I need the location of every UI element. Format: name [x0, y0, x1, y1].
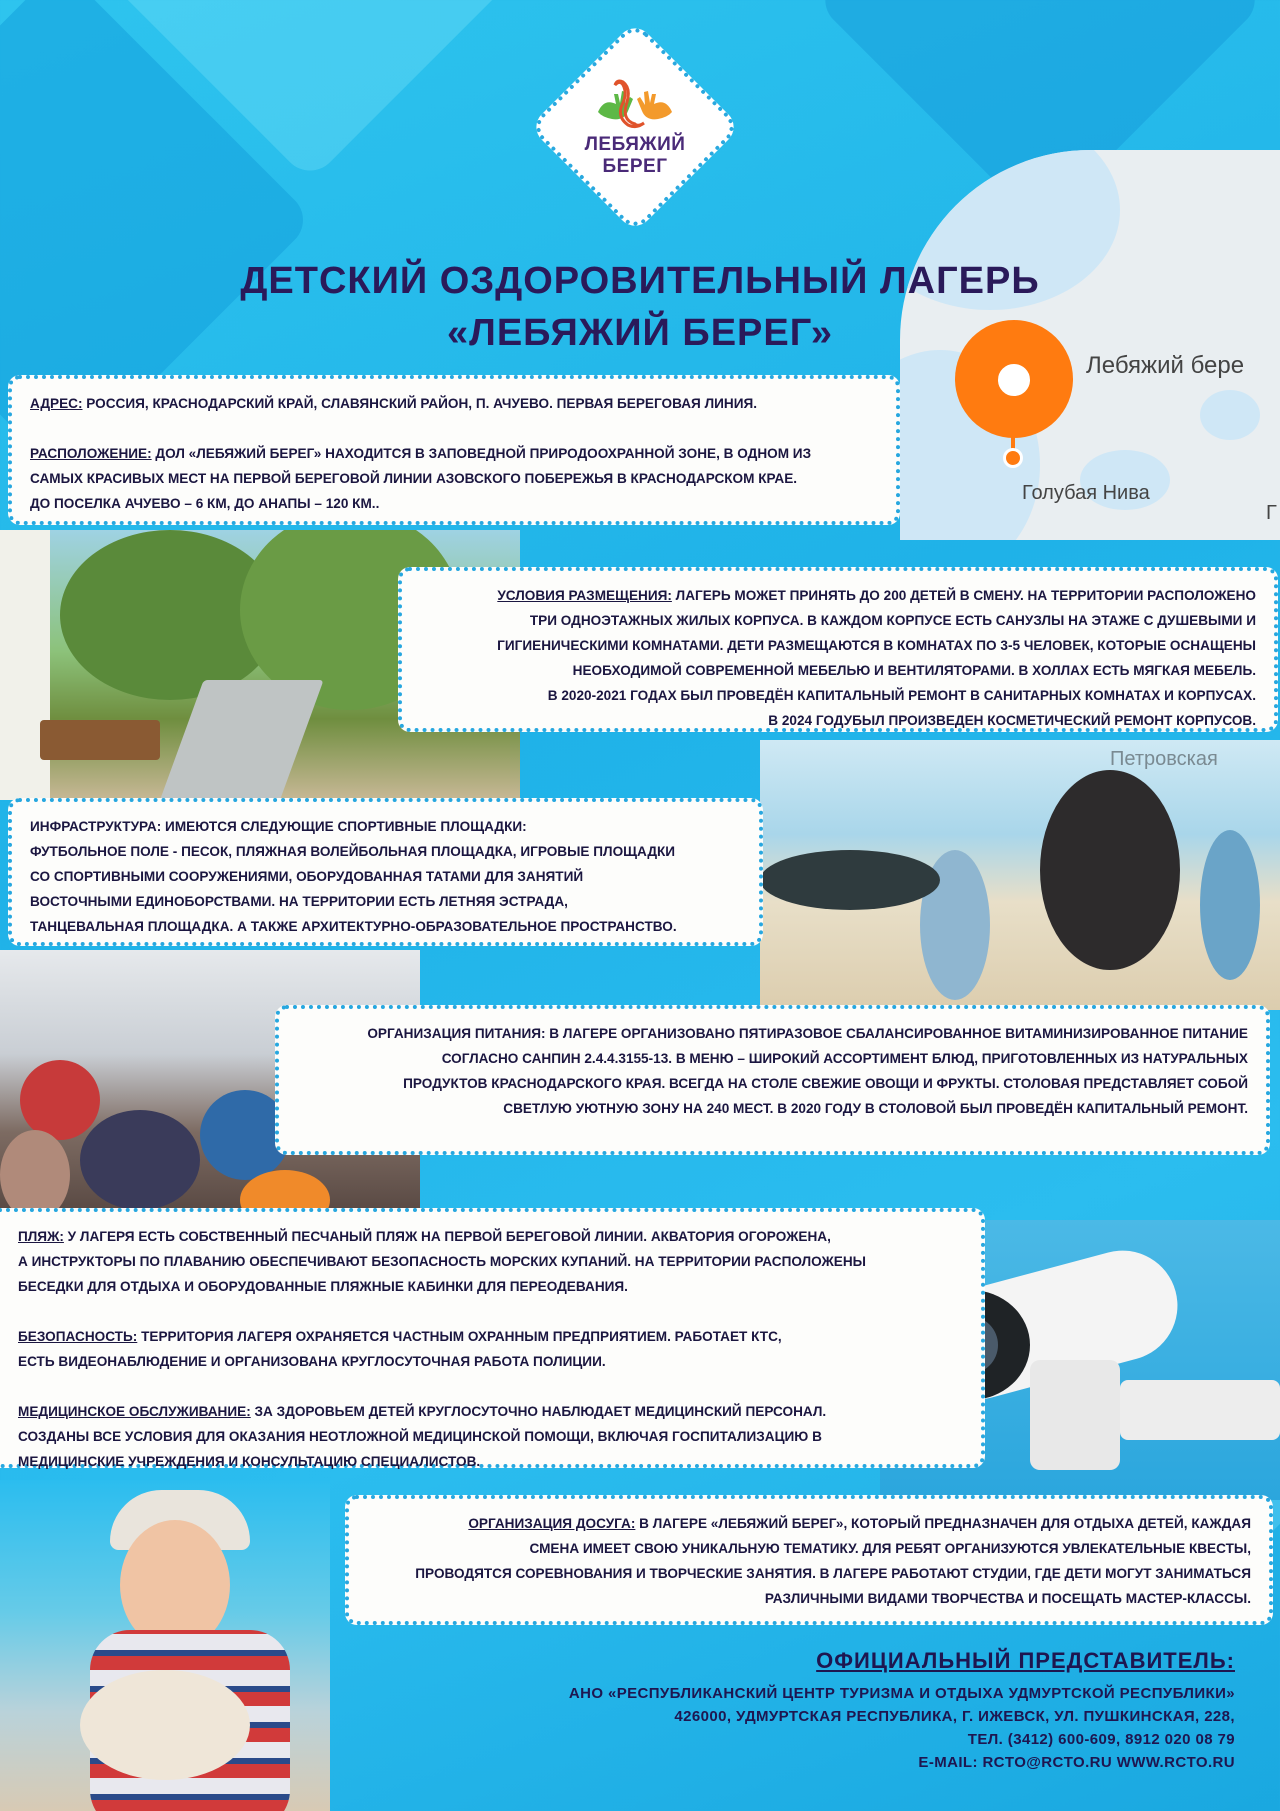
swan-hands-icon — [590, 72, 680, 142]
food-line: ПРОДУКТОВ КРАСНОДАРСКОГО КРАЯ. ВСЕГДА НА СТОЛЕ СВЕЖИЕ ОВОЩИ И ФРУКТЫ. СТОЛОВАЯ ПРЕДСТАВЛЯЕТ СОБОЙ — [403, 1076, 1248, 1091]
accommodation-line: В 2024 ГОДУБЫЛ ПРОИЗВЕДЕН КОСМЕТИЧЕСКИЙ РЕМОНТ КОРПУСОВ. — [768, 713, 1256, 728]
infrastructure-line: ИНФРАСТРУКТУРА: ИМЕЮТСЯ СЛЕДУЮЩИЕ СПОРТИВНЫЕ ПЛОЩАДКИ: — [30, 819, 527, 834]
food-section — [275, 1005, 1270, 1155]
leisure-line — [367, 1511, 1251, 1536]
address-line — [30, 391, 878, 416]
food-line: ОРГАНИЗАЦИЯ ПИТАНИЯ: В ЛАГЕРЕ ОРГАНИЗОВАНО ПЯТИРАЗОВОЕ СБАЛАНСИРОВАННОЕ ВИТАМИНИЗИРОВАННОЕ ПИТАНИЕ — [367, 1026, 1248, 1041]
official-heading: ОФИЦИАЛЬНЫЙ ПРЕДСТАВИТЕЛЬ: — [816, 1648, 1235, 1673]
map-pin-base — [1003, 448, 1023, 468]
leisure-line: ПРОВОДЯТСЯ СОРЕВНОВАНИЯ И ТВОРЧЕСКИЕ ЗАНЯТИЯ. В ЛАГЕРЕ РАБОТАЮТ СТУДИИ, ГДЕ ДЕТИ МОГУТ ЗАНИМАТЬСЯ — [415, 1566, 1251, 1581]
camp-logo — [530, 22, 740, 232]
address-section — [8, 375, 900, 525]
official-address: 426000, УДМУРТСКАЯ РЕСПУБЛИКА, Г. ИЖЕВСК, УЛ. ПУШКИНСКАЯ, 228, — [674, 1708, 1235, 1725]
photo-map-caption: Петровская — [1110, 748, 1218, 770]
map-pin-center — [998, 364, 1030, 396]
official-org: АНО «РЕСПУБЛИКАНСКИЙ ЦЕНТР ТУРИЗМА И ОТДЫХА УДМУРТСКОЙ РЕСПУБЛИКИ» — [568, 1685, 1235, 1702]
location-line: САМЫХ КРАСИВЫХ МЕСТ НА ПЕРВОЙ БЕРЕГОВОЙ ЛИНИИ АЗОВСКОГО ПОБЕРЕЖЬЯ В КРАСНОДАРСКОМ КРАЕ. — [30, 471, 798, 486]
medical-line: МЕДИЦИНСКИЕ УЧРЕЖДЕНИЯ И КОНСУЛЬТАЦИЮ СПЕЦИАЛИСТОВ. — [18, 1454, 481, 1469]
accommodation-line: В 2020-2021 ГОДАХ БЫЛ ПРОВЕДЁН КАПИТАЛЬНЫЙ РЕМОНТ В САНИТАРНЫХ КОМНАТАХ И КОРПУСАХ. — [547, 688, 1256, 703]
official-contacts: E-MAIL: RCTO@RCTO.RU WWW.RCTO.RU — [918, 1754, 1235, 1771]
medical-label: МЕДИЦИНСКОЕ ОБСЛУЖИВАНИЕ: — [18, 1404, 251, 1419]
accommodation-line: НЕОБХОДИМОЙ СОВРЕМЕННОЙ МЕБЕЛЬЮ И ВЕНТИЛЯТОРАМИ. В ХОЛЛАХ ЕСТЬ МЯГКАЯ МЕБЕЛЬ. — [572, 663, 1256, 678]
leisure-section — [345, 1495, 1273, 1625]
security-label: БЕЗОПАСНОСТЬ: — [18, 1329, 138, 1344]
beach-text: У ЛАГЕРЯ ЕСТЬ СОБСТВЕННЫЙ ПЕСЧАНЫЙ ПЛЯЖ НА ПЕРВОЙ БЕРЕГОВОЙ ЛИНИИ. АКВАТОРИЯ ОГОРОЖЕНА, — [63, 1229, 831, 1244]
location-line — [30, 441, 878, 466]
map-label-edge: Г — [1266, 502, 1277, 524]
accommodation-section — [398, 567, 1278, 732]
leisure-line: СМЕНА ИМЕЕТ СВОЮ УНИКАЛЬНУЮ ТЕМАТИКУ. ДЛЯ РЕБЯТ ОРГАНИЗУЮТСЯ УВЛЕКАТЕЛЬНЫЕ КВЕСТЫ, — [529, 1541, 1251, 1556]
location-label: РАСПОЛОЖЕНИЕ: — [30, 446, 152, 461]
food-line: СВЕТЛУЮ УЮТНУЮ ЗОНУ НА 240 МЕСТ. В 2020 ГОДУ В СТОЛОВОЙ БЫЛ ПРОВЕДЁН КАПИТАЛЬНЫЙ РЕМОНТ. — [503, 1101, 1248, 1116]
leisure-line: РАЗЛИЧНЫМИ ВИДАМИ ТВОРЧЕСТВА И ПОСЕЩАТЬ МАСТЕР-КЛАССЫ. — [764, 1591, 1251, 1606]
location-text: ДОЛ «ЛЕБЯЖИЙ БЕРЕГ» НАХОДИТСЯ В ЗАПОВЕДНОЙ ПРИРОДООХРАННОЙ ЗОНЕ, В ОДНОМ ИЗ — [151, 446, 812, 461]
map-label-village: Голубая Нива — [1022, 482, 1150, 504]
page-title-line2: «ЛЕБЯЖИЙ БЕРЕГ» — [447, 312, 833, 354]
medical-line — [18, 1399, 963, 1424]
leisure-label: ОРГАНИЗАЦИЯ ДОСУГА: — [468, 1516, 636, 1531]
logo-text-line2: БЕРЕГ — [602, 156, 668, 177]
map-label-camp: Лебяжий бере — [1086, 352, 1245, 379]
accommodation-line — [420, 583, 1256, 608]
beach-security-medical-section — [0, 1208, 985, 1468]
official-representative — [360, 1648, 1235, 1774]
logo-text-line1: ЛЕБЯЖИЙ — [584, 134, 686, 155]
infrastructure-section — [8, 798, 763, 946]
photo-girl-with-shell — [0, 1480, 330, 1811]
accommodation-text: ЛАГЕРЬ МОЖЕТ ПРИНЯТЬ ДО 200 ДЕТЕЙ В СМЕНУ. НА ТЕРРИТОРИИ РАСПОЛОЖЕНО — [671, 588, 1256, 603]
accommodation-line: ТРИ ОДНОЭТАЖНЫХ ЖИЛЫХ КОРПУСА. В КАЖДОМ КОРПУСЕ ЕСТЬ САНУЗЛЫ НА ЭТАЖЕ С ДУШЕВЫМИ И — [529, 613, 1256, 628]
beach-line: А ИНСТРУКТОРЫ ПО ПЛАВАНИЮ ОБЕСПЕЧИВАЮТ БЕЗОПАСНОСТЬ МОРСКИХ КУПАНИЙ. НА ТЕРРИТОРИИ РАСПОЛОЖЕНЫ — [18, 1254, 866, 1269]
address-label: АДРЕС: — [30, 396, 83, 411]
beach-label: ПЛЯЖ: — [18, 1229, 64, 1244]
location-line: ДО ПОСЕЛКА АЧУЕВО – 6 КМ, ДО АНАПЫ – 120 КМ.. — [30, 496, 380, 511]
page-title-line1: ДЕТСКИЙ ОЗДОРОВИТЕЛЬНЫЙ ЛАГЕРЬ — [240, 260, 1040, 302]
infrastructure-line: ФУТБОЛЬНОЕ ПОЛЕ - ПЕСОК, ПЛЯЖНАЯ ВОЛЕЙБОЛЬНАЯ ПЛОЩАДКА, ИГРОВЫЕ ПЛОЩАДКИ — [30, 844, 676, 859]
food-line: СОГЛАСНО САНПИН 2.4.4.3155-13. В МЕНЮ – ШИРОКИЙ АССОРТИМЕНТ БЛЮД, ПРИГОТОВЛЕННЫХ ИЗ НАТУРАЛЬНЫХ — [441, 1051, 1248, 1066]
security-line — [18, 1324, 963, 1349]
beach-line — [18, 1224, 963, 1249]
page-title — [120, 255, 1160, 359]
infrastructure-line: СО СПОРТИВНЫМИ СООРУЖЕНИЯМИ, ОБОРУДОВАННАЯ ТАТАМИ ДЛЯ ЗАНЯТИЙ — [30, 869, 584, 884]
accommodation-label: УСЛОВИЯ РАЗМЕЩЕНИЯ: — [497, 588, 672, 603]
security-line: ЕСТЬ ВИДЕОНАБЛЮДЕНИЕ И ОРГАНИЗОВАНА КРУГЛОСУТОЧНАЯ РАБОТА ПОЛИЦИИ. — [18, 1354, 606, 1369]
address-text: РОССИЯ, КРАСНОДАРСКИЙ КРАЙ, СЛАВЯНСКИЙ РАЙОН, П. АЧУЕВО. ПЕРВАЯ БЕРЕГОВАЯ ЛИНИЯ. — [82, 396, 758, 411]
photo-beach-volleyball — [760, 740, 1280, 1010]
accommodation-line: ГИГИЕНИЧЕСКИМИ КОМНАТАМИ. ДЕТИ РАЗМЕЩАЮТСЯ В КОМНАТАХ ПО 3-5 ЧЕЛОВЕК, КОТОРЫЕ ОСНАЩЕНЫ — [497, 638, 1256, 653]
infrastructure-line: ТАНЦЕВАЛЬНАЯ ПЛОЩАДКА. А ТАКЖЕ АРХИТЕКТУРНО-ОБРАЗОВАТЕЛЬНОЕ ПРОСТРАНСТВО. — [30, 919, 677, 934]
medical-text: ЗА ЗДОРОВЬЕМ ДЕТЕЙ КРУГЛОСУТОЧНО НАБЛЮДАЕТ МЕДИЦИНСКИЙ ПЕРСОНАЛ. — [250, 1404, 827, 1419]
beach-line: БЕСЕДКИ ДЛЯ ОТДЫХА И ОБОРУДОВАННЫЕ ПЛЯЖНЫЕ КАБИНКИ ДЛЯ ПЕРЕОДЕВАНИЯ. — [18, 1279, 628, 1294]
security-text: ТЕРРИТОРИЯ ЛАГЕРЯ ОХРАНЯЕТСЯ ЧАСТНЫМ ОХРАННЫМ ПРЕДПРИЯТИЕМ. РАБОТАЕТ КТС, — [137, 1329, 782, 1344]
official-phone: ТЕЛ. (3412) 600-609, 8912 020 08 79 — [967, 1731, 1235, 1748]
leisure-text: В ЛАГЕРЕ «ЛЕБЯЖИЙ БЕРЕГ», КОТОРЫЙ ПРЕДНАЗНАЧЕН ДЛЯ ОТДЫХА ДЕТЕЙ, КАЖДАЯ — [635, 1516, 1251, 1531]
medical-line: СОЗДАНЫ ВСЕ УСЛОВИЯ ДЛЯ ОКАЗАНИЯ НЕОТЛОЖНОЙ МЕДИЦИНСКОЙ ПОМОЩИ, ВКЛЮЧАЯ ГОСПИТАЛИЗАЦИЮ В — [18, 1429, 822, 1444]
infrastructure-line: ВОСТОЧНЫМИ ЕДИНОБОРСТВАМИ. НА ТЕРРИТОРИИ ЕСТЬ ЛЕТНЯЯ ЭСТРАДА, — [30, 894, 568, 909]
